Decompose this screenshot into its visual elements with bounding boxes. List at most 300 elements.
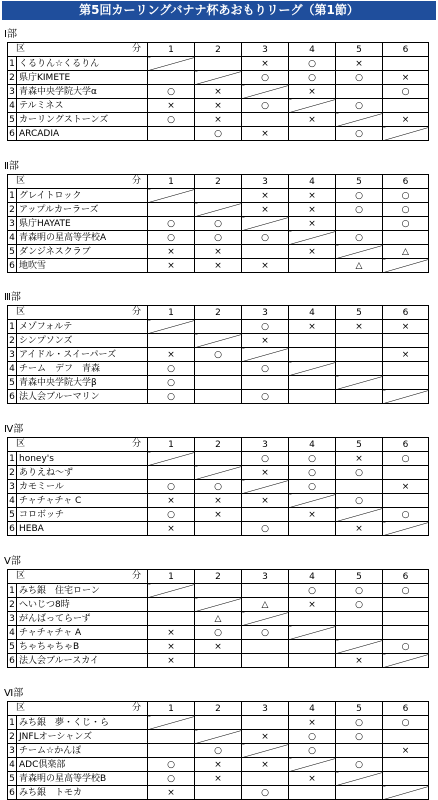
header-col-6: 6 bbox=[383, 306, 429, 320]
result-cell: ○ bbox=[195, 744, 242, 758]
table-row bbox=[8, 113, 429, 127]
result-cell: × bbox=[195, 508, 242, 522]
team-name: JNFLオーシャンズ bbox=[17, 730, 148, 744]
result-cell: ○ bbox=[242, 452, 289, 466]
result-cell: × bbox=[148, 786, 195, 800]
result-cell bbox=[383, 626, 429, 640]
result-cell: ○ bbox=[289, 480, 336, 494]
result-cell bbox=[148, 730, 195, 744]
result-cell: × bbox=[289, 320, 336, 334]
team-name: グレイトロック bbox=[17, 189, 148, 203]
diagonal-cell bbox=[336, 772, 383, 786]
result-cell bbox=[148, 612, 195, 626]
result-cell: ○ bbox=[383, 85, 429, 99]
result-cell bbox=[195, 716, 242, 730]
team-name: みち銀 夢・くじ・ら bbox=[17, 716, 148, 730]
result-cell: × bbox=[195, 99, 242, 113]
result-cell: × bbox=[383, 348, 429, 362]
header-ku-fen bbox=[8, 306, 148, 320]
result-cell bbox=[195, 584, 242, 598]
header-col-4: 4 bbox=[289, 570, 336, 584]
diagonal-cell bbox=[336, 245, 383, 259]
diagonal-cell bbox=[242, 480, 289, 494]
header-ku: 区 bbox=[16, 307, 26, 317]
table-row bbox=[8, 598, 429, 612]
result-cell: ○ bbox=[336, 584, 383, 598]
team-number: 4 bbox=[9, 627, 15, 638]
result-cell: × bbox=[289, 245, 336, 259]
team-number: 4 bbox=[9, 363, 15, 374]
diagonal-cell bbox=[336, 640, 383, 654]
result-cell: × bbox=[336, 654, 383, 668]
result-cell bbox=[242, 654, 289, 668]
table-row bbox=[8, 390, 429, 404]
diagonal-cell bbox=[289, 758, 336, 772]
team-number: 2 bbox=[9, 72, 15, 83]
result-cell: × bbox=[336, 320, 383, 334]
league-table bbox=[7, 569, 429, 668]
result-cell: ○ bbox=[383, 716, 429, 730]
result-cell: × bbox=[289, 598, 336, 612]
result-cell bbox=[195, 57, 242, 71]
result-cell: ○ bbox=[148, 85, 195, 99]
team-name: 青森中央学院大学α bbox=[17, 85, 148, 99]
result-cell: × bbox=[195, 758, 242, 772]
header-col-3: 3 bbox=[242, 570, 289, 584]
team-number: 3 bbox=[9, 86, 15, 97]
header-ku-fen bbox=[8, 702, 148, 716]
division-label: Ⅰ部 bbox=[4, 29, 17, 40]
division-label: Ⅴ部 bbox=[4, 556, 21, 567]
result-cell: ○ bbox=[148, 376, 195, 390]
result-cell bbox=[148, 203, 195, 217]
result-cell bbox=[383, 772, 429, 786]
team-number: 6 bbox=[9, 787, 15, 798]
diagonal-cell bbox=[242, 612, 289, 626]
table-row bbox=[8, 376, 429, 390]
header-col-1: 1 bbox=[148, 306, 195, 320]
result-cell: × bbox=[289, 217, 336, 231]
result-cell: ○ bbox=[289, 57, 336, 71]
result-cell: ○ bbox=[383, 217, 429, 231]
team-number: 2 bbox=[9, 599, 15, 610]
table-row bbox=[8, 584, 429, 598]
header-col-4: 4 bbox=[289, 175, 336, 189]
diagonal-cell bbox=[383, 786, 429, 800]
result-cell: ○ bbox=[148, 113, 195, 127]
result-cell: × bbox=[242, 203, 289, 217]
result-cell: × bbox=[195, 640, 242, 654]
result-cell: × bbox=[195, 113, 242, 127]
result-cell bbox=[289, 259, 336, 273]
result-cell: ○ bbox=[242, 231, 289, 245]
team-name: honey's bbox=[17, 452, 148, 466]
result-cell: × bbox=[289, 772, 336, 786]
header-col-2: 2 bbox=[195, 43, 242, 57]
result-cell: × bbox=[383, 480, 429, 494]
table-row bbox=[8, 99, 429, 113]
result-cell: × bbox=[289, 508, 336, 522]
team-name: 法人会ブルーマリン bbox=[17, 390, 148, 404]
header-col-5: 5 bbox=[336, 175, 383, 189]
result-cell: ○ bbox=[242, 786, 289, 800]
table-row bbox=[8, 466, 429, 480]
result-cell bbox=[336, 612, 383, 626]
header-col-1: 1 bbox=[148, 43, 195, 57]
league-table bbox=[7, 305, 429, 404]
header-row bbox=[8, 702, 429, 716]
header-row bbox=[8, 43, 429, 57]
table-row bbox=[8, 57, 429, 71]
team-name: くるりん☆くるりん bbox=[17, 57, 148, 71]
table-row bbox=[8, 189, 429, 203]
result-cell: ○ bbox=[148, 362, 195, 376]
result-cell: × bbox=[242, 57, 289, 71]
team-name: 青森中央学院大学β bbox=[17, 376, 148, 390]
team-number: 1 bbox=[9, 321, 15, 332]
result-cell: × bbox=[336, 452, 383, 466]
result-cell: × bbox=[148, 522, 195, 536]
team-number: 6 bbox=[9, 260, 15, 271]
result-cell bbox=[336, 744, 383, 758]
result-cell bbox=[148, 127, 195, 141]
table-row bbox=[8, 612, 429, 626]
header-col-4: 4 bbox=[289, 43, 336, 57]
result-cell: × bbox=[148, 259, 195, 273]
result-cell bbox=[195, 320, 242, 334]
team-number: 1 bbox=[9, 717, 15, 728]
result-cell: ○ bbox=[336, 758, 383, 772]
team-number: 1 bbox=[9, 190, 15, 201]
result-cell: △ bbox=[242, 598, 289, 612]
header-col-3: 3 bbox=[242, 306, 289, 320]
team-number: 3 bbox=[9, 349, 15, 360]
result-cell: × bbox=[242, 189, 289, 203]
diagonal-cell bbox=[289, 626, 336, 640]
result-cell: ○ bbox=[383, 452, 429, 466]
diagonal-cell bbox=[195, 334, 242, 348]
team-name: 県庁HAYATE bbox=[17, 217, 148, 231]
table-row bbox=[8, 348, 429, 362]
result-cell: × bbox=[242, 466, 289, 480]
team-name: 法人会ブルースカイ bbox=[17, 654, 148, 668]
header-col-3: 3 bbox=[242, 175, 289, 189]
header-fen: 分 bbox=[131, 439, 141, 449]
team-name: シンプソンズ bbox=[17, 334, 148, 348]
table-row bbox=[8, 730, 429, 744]
header-col-5: 5 bbox=[336, 306, 383, 320]
result-cell: × bbox=[242, 758, 289, 772]
header-col-1: 1 bbox=[148, 570, 195, 584]
header-col-3: 3 bbox=[242, 702, 289, 716]
header-col-6: 6 bbox=[383, 175, 429, 189]
result-cell: × bbox=[195, 245, 242, 259]
result-cell: ○ bbox=[336, 231, 383, 245]
team-number: 3 bbox=[9, 481, 15, 492]
result-cell: × bbox=[336, 57, 383, 71]
header-ku-fen bbox=[8, 570, 148, 584]
header-col-6: 6 bbox=[383, 43, 429, 57]
team-name: みち銀 住宅ローン bbox=[17, 584, 148, 598]
team-name: チャチャチャ A bbox=[17, 626, 148, 640]
table-row bbox=[8, 716, 429, 730]
result-cell: × bbox=[336, 522, 383, 536]
team-name: カーリングストーンズ bbox=[17, 113, 148, 127]
diagonal-cell bbox=[336, 508, 383, 522]
result-cell: × bbox=[242, 730, 289, 744]
team-number: 4 bbox=[9, 759, 15, 770]
diagonal-cell bbox=[148, 189, 195, 203]
result-cell bbox=[289, 127, 336, 141]
header-ku: 区 bbox=[16, 571, 26, 581]
result-cell: ○ bbox=[336, 716, 383, 730]
result-cell: ○ bbox=[336, 127, 383, 141]
result-cell bbox=[383, 466, 429, 480]
team-name: 地吹雪 bbox=[17, 259, 148, 273]
result-cell bbox=[289, 390, 336, 404]
header-ku-fen bbox=[8, 175, 148, 189]
result-cell bbox=[148, 71, 195, 85]
team-number: 5 bbox=[9, 509, 15, 520]
team-name: コロボッチ bbox=[17, 508, 148, 522]
header-row bbox=[8, 570, 429, 584]
result-cell: × bbox=[242, 259, 289, 273]
table-row bbox=[8, 245, 429, 259]
result-cell: ○ bbox=[195, 348, 242, 362]
header-col-5: 5 bbox=[336, 438, 383, 452]
result-cell: ○ bbox=[383, 508, 429, 522]
header-ku-fen bbox=[8, 43, 148, 57]
result-cell bbox=[242, 508, 289, 522]
header-col-2: 2 bbox=[195, 570, 242, 584]
result-cell: × bbox=[242, 127, 289, 141]
team-name: チャチャチャ C bbox=[17, 494, 148, 508]
diagonal-cell bbox=[195, 71, 242, 85]
result-cell bbox=[148, 744, 195, 758]
result-cell: ○ bbox=[336, 189, 383, 203]
header-ku: 区 bbox=[16, 176, 26, 186]
result-cell bbox=[336, 390, 383, 404]
result-cell: ○ bbox=[336, 730, 383, 744]
result-cell: ○ bbox=[336, 71, 383, 85]
team-name: HEBA bbox=[17, 522, 148, 536]
diagonal-cell bbox=[195, 203, 242, 217]
header-ku: 区 bbox=[16, 44, 26, 54]
team-name: ダンジネスクラブ bbox=[17, 245, 148, 259]
result-cell bbox=[289, 522, 336, 536]
diagonal-cell bbox=[336, 376, 383, 390]
team-number: 6 bbox=[9, 655, 15, 666]
diagonal-cell bbox=[148, 57, 195, 71]
result-cell: × bbox=[148, 626, 195, 640]
result-cell: ○ bbox=[195, 626, 242, 640]
header-col-4: 4 bbox=[289, 438, 336, 452]
result-cell: ○ bbox=[195, 127, 242, 141]
team-number: 2 bbox=[9, 731, 15, 742]
result-cell: ○ bbox=[336, 203, 383, 217]
result-cell bbox=[383, 99, 429, 113]
table-row bbox=[8, 127, 429, 141]
result-cell: ○ bbox=[336, 598, 383, 612]
table-row bbox=[8, 71, 429, 85]
result-cell: ○ bbox=[148, 480, 195, 494]
table-row bbox=[8, 259, 429, 273]
result-cell: ○ bbox=[289, 584, 336, 598]
team-name: 県庁KIMETE bbox=[17, 71, 148, 85]
result-cell bbox=[383, 598, 429, 612]
diagonal-cell bbox=[242, 85, 289, 99]
result-cell: ○ bbox=[148, 231, 195, 245]
diagonal-cell bbox=[148, 320, 195, 334]
diagonal-cell bbox=[148, 452, 195, 466]
table-row bbox=[8, 758, 429, 772]
team-number: 4 bbox=[9, 232, 15, 243]
diagonal-cell bbox=[148, 716, 195, 730]
result-cell: × bbox=[242, 334, 289, 348]
team-number: 6 bbox=[9, 128, 15, 139]
result-cell: × bbox=[289, 189, 336, 203]
team-number: 2 bbox=[9, 335, 15, 346]
result-cell: × bbox=[195, 259, 242, 273]
team-name: チーム デフ 青森 bbox=[17, 362, 148, 376]
team-number: 2 bbox=[9, 467, 15, 478]
team-number: 3 bbox=[9, 218, 15, 229]
result-cell: ○ bbox=[242, 99, 289, 113]
league-table bbox=[7, 701, 429, 800]
league-table bbox=[7, 42, 429, 141]
result-cell bbox=[289, 786, 336, 800]
header-fen: 分 bbox=[131, 307, 141, 317]
result-cell bbox=[195, 786, 242, 800]
result-cell bbox=[383, 334, 429, 348]
header-col-1: 1 bbox=[148, 702, 195, 716]
diagonal-cell bbox=[195, 598, 242, 612]
table-row bbox=[8, 85, 429, 99]
result-cell: △ bbox=[383, 245, 429, 259]
result-cell bbox=[195, 522, 242, 536]
team-name: アイドル・スイーパーズ bbox=[17, 348, 148, 362]
team-number: 1 bbox=[9, 585, 15, 596]
team-number: 5 bbox=[9, 377, 15, 388]
table-row bbox=[8, 217, 429, 231]
result-cell bbox=[336, 217, 383, 231]
header-ku: 区 bbox=[16, 439, 26, 449]
header-col-6: 6 bbox=[383, 570, 429, 584]
division-label: Ⅱ部 bbox=[4, 161, 19, 172]
result-cell: ○ bbox=[289, 71, 336, 85]
result-cell bbox=[195, 654, 242, 668]
team-name: 青森明の星高等学校B bbox=[17, 772, 148, 786]
division-label: Ⅲ部 bbox=[4, 292, 21, 303]
team-number: 1 bbox=[9, 453, 15, 464]
result-cell: × bbox=[383, 113, 429, 127]
result-cell: ○ bbox=[383, 640, 429, 654]
header-row bbox=[8, 306, 429, 320]
result-cell: × bbox=[148, 654, 195, 668]
team-name: みち銀 トモカ bbox=[17, 786, 148, 800]
result-cell: ○ bbox=[289, 730, 336, 744]
header-col-3: 3 bbox=[242, 43, 289, 57]
result-cell bbox=[289, 612, 336, 626]
team-number: 3 bbox=[9, 745, 15, 756]
result-cell: ○ bbox=[148, 217, 195, 231]
team-number: 5 bbox=[9, 641, 15, 652]
team-name: メゾフォルテ bbox=[17, 320, 148, 334]
result-cell bbox=[242, 245, 289, 259]
result-cell: ○ bbox=[383, 584, 429, 598]
team-name: テルミネス bbox=[17, 99, 148, 113]
result-cell: ○ bbox=[336, 494, 383, 508]
table-row bbox=[8, 452, 429, 466]
result-cell bbox=[242, 716, 289, 730]
result-cell: × bbox=[242, 494, 289, 508]
team-name: がんばってらーず bbox=[17, 612, 148, 626]
header-row bbox=[8, 175, 429, 189]
result-cell: × bbox=[148, 348, 195, 362]
team-number: 6 bbox=[9, 391, 15, 402]
header-fen: 分 bbox=[131, 703, 141, 713]
result-cell: ○ bbox=[195, 217, 242, 231]
table-row bbox=[8, 640, 429, 654]
result-cell bbox=[148, 598, 195, 612]
header-ku-fen bbox=[8, 438, 148, 452]
diagonal-cell bbox=[195, 466, 242, 480]
result-cell bbox=[242, 376, 289, 390]
team-name: ARCADIA bbox=[17, 127, 148, 141]
header-fen: 分 bbox=[131, 44, 141, 54]
result-cell: × bbox=[195, 85, 242, 99]
result-cell bbox=[242, 113, 289, 127]
header-col-2: 2 bbox=[195, 438, 242, 452]
result-cell: ○ bbox=[148, 772, 195, 786]
league-table bbox=[7, 174, 429, 273]
header-ku: 区 bbox=[16, 703, 26, 713]
result-cell bbox=[383, 730, 429, 744]
result-cell bbox=[383, 376, 429, 390]
team-number: 3 bbox=[9, 613, 15, 624]
table-row bbox=[8, 203, 429, 217]
result-cell bbox=[383, 758, 429, 772]
result-cell bbox=[336, 480, 383, 494]
table-row bbox=[8, 522, 429, 536]
result-cell: ○ bbox=[289, 452, 336, 466]
team-number: 1 bbox=[9, 58, 15, 69]
result-cell bbox=[242, 584, 289, 598]
header-col-6: 6 bbox=[383, 438, 429, 452]
team-name: チーム☆かんぽ bbox=[17, 744, 148, 758]
result-cell bbox=[242, 640, 289, 654]
diagonal-cell bbox=[242, 348, 289, 362]
division-label: Ⅵ部 bbox=[4, 688, 24, 699]
result-cell: △ bbox=[336, 259, 383, 273]
header-col-5: 5 bbox=[336, 43, 383, 57]
header-col-2: 2 bbox=[195, 702, 242, 716]
result-cell: ○ bbox=[242, 362, 289, 376]
result-cell bbox=[148, 466, 195, 480]
result-cell: ○ bbox=[195, 231, 242, 245]
team-name: ちゃちゃちゃB bbox=[17, 640, 148, 654]
result-cell: × bbox=[148, 640, 195, 654]
diagonal-cell bbox=[336, 113, 383, 127]
result-cell: × bbox=[289, 85, 336, 99]
team-number: 6 bbox=[9, 523, 15, 534]
diagonal-cell bbox=[242, 217, 289, 231]
diagonal-cell bbox=[289, 494, 336, 508]
result-cell: × bbox=[195, 772, 242, 786]
header-col-5: 5 bbox=[336, 702, 383, 716]
result-cell: ○ bbox=[148, 758, 195, 772]
diagonal-cell bbox=[383, 127, 429, 141]
